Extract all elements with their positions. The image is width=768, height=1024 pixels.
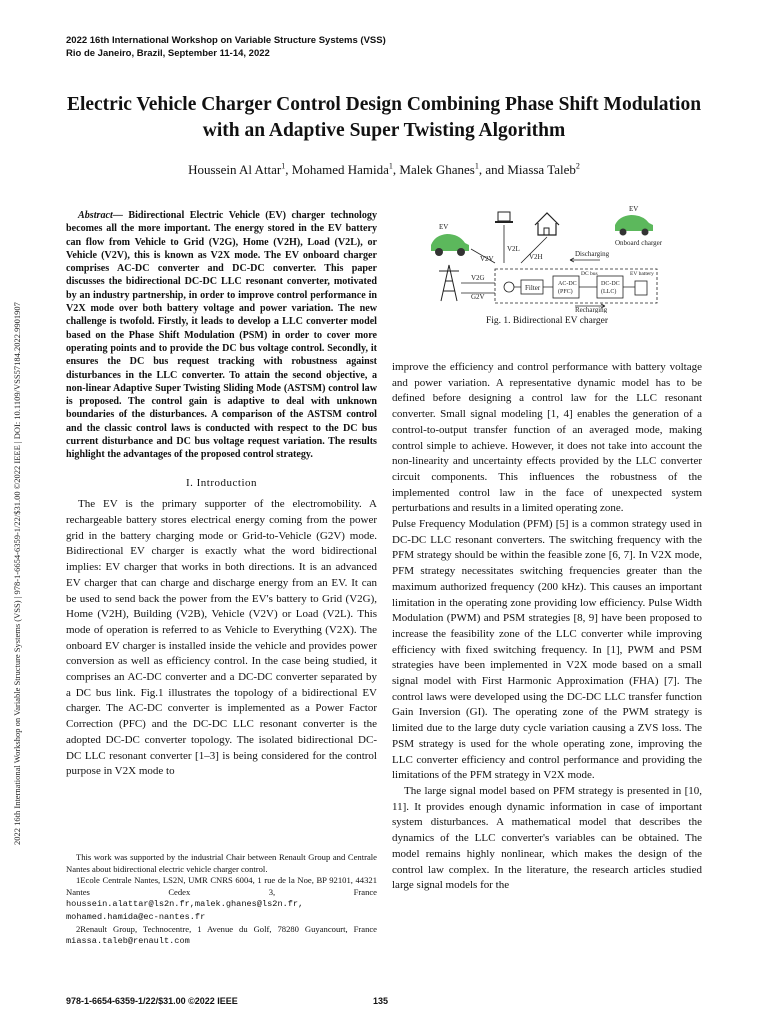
label-v2v: V2V	[480, 255, 494, 263]
figure-caption: Fig. 1. Bidirectional EV charger	[485, 316, 609, 326]
intro-paragraph: The EV is the primary supporter of the electromobility. A rechargeable battery stores electrical energy coming from the power grid in the battery charging mode or Grid-to-Vehicle (G2V) mode. Bidirectional EV charger is exactly what the word bidirectional implies: EV charger that works in both directions. It is an advanced EV charger that can charge and discharge energy from an EV. It can be used to send back the power from the EV's battery to Grid (V2G), Home (V2H), Building (V2B), Vehicle (V2V) or Load (V2L). This mode of operation is referred to as Vehicle to Everything (V2X). The onboard EV charger is installed inside the vehicle and provides power conversion as well as efficiency control. In the case being studied, it comprises an AC-DC converter and a DC-DC converter separated by a DC bus link. Fig.1 illustrates the topology of a bidirectional EV charger. The AC-DC converter is implemented as a Power Factor Correction (PFC) and the DC-DC LLC resonant converter is the adopted DC-DC converter topology. The isolated bidirectional DC-DC LLC resonant converter [1–3] is being considered for the control purpose in V2X mode to	[66, 498, 377, 778]
page-number: 135	[373, 996, 389, 1006]
right-paragraph-3: The large signal model based on PFM strategy is presented in [10, 11]. It provides enough dynamic information in case of important system disturbances. A mathematical model that describes the dynamics of the LLC converter's variables can be obtained. The model remains highly nonlinear, which makes the design of the control law complex. In the literature, the research articles studied large signal models for the	[392, 784, 702, 892]
label-llc: (LLC)	[601, 289, 617, 295]
author-list	[60, 162, 708, 178]
right-column	[392, 360, 702, 894]
label-recharging: Recharging	[575, 306, 608, 313]
label-v2h: V2H	[529, 253, 543, 261]
footnote-support: This work was supported by the industrial Chair between Renault Group and Centrale Nantes about bidirectional electric vehicle charger control.	[66, 852, 377, 874]
right-paragraph-1: improve the efficiency and control performance with battery voltage and power variation. A representative dynamic model has to be defined before designing a control law for the LLC resonant converter. Small signal modeling [1, 4] enables the generation of a control-to-output transfer function of an averaged mode, making control simple to achieve. However, it does not take into account the non-linearity and uncertainty effects provided by the LLC converter circuit components. This influences the robustness of the implemented control law in the face of unexpected system perturbations and results in a limited operating zone.	[392, 361, 702, 515]
battery-icon	[635, 281, 647, 295]
label-pfc: (PFC)	[558, 289, 573, 295]
label-acdc: AC-DC	[558, 281, 577, 287]
section-heading-introduction: I. Introduction	[185, 476, 258, 489]
label-ev-left: EV	[439, 223, 449, 231]
label-discharging: Discharging	[575, 250, 610, 258]
figure-ev-charger	[425, 203, 670, 313]
header-line-1: 2022 16th International Workshop on Variable Structure Systems (VSS)	[66, 35, 386, 46]
paper-title: Electric Vehicle Charger Control Design Combining Phase Shift Modulation with an Adaptive Super Twisting Algorithm	[66, 94, 702, 141]
label-dc-bus: DC bus	[581, 271, 598, 277]
label-ev-right: EV	[629, 205, 639, 213]
author: Miassa Taleb$^2$	[507, 162, 580, 178]
label-onboard-charger: Onboard charger	[615, 239, 663, 247]
abstract	[66, 209, 377, 462]
label-v2l: V2L	[507, 245, 520, 253]
left-column	[66, 209, 377, 780]
conference-header	[66, 34, 386, 60]
footnote-affiliation-1: 1Ecole Centrale Nantes, LS2N, UMR CNRS 6004, 1 rue de la Noe, BP 92101, 44321 Nantes Cedex 3, France houssein.alattar@ls2n.fr,malek.ghanes@ls2n.fr, mohamed.hamida@ec-nantes.fr	[66, 875, 377, 922]
abstract-label: Abstract	[78, 210, 113, 221]
abstract-text: — Bidirectional Electric Vehicle (EV) charger technology becomes all the more important. The energy stored in the EV battery can flow from Vehicle to Grid (V2G), Home (V2H), Load (V2L), or Vehicle (V2V), this is known as V2X mode. The EV onboard charger comprises AC-DC converter and DC-DC converter. This paper discusses the bidirectional DC-DC LLC resonant converter, motivated by an industry partnership, in order to improve control performance in V2X mode over both battery voltage and power variation. The new challenge is twofold. Firstly, it leads to develop a LLC converter model based on the Phase Shift Modulation (PSM) in order to cover more operating points and to provide the DC bus voltage control. Secondly, it ensures the DC bus request tracking with robustness against disturbances in the LLC converter. To attain the second objective, a non-linear Adaptive Super Twisting Sliding Mode (ASTSM) control law is proposed. The control gain is adaptive to deal with unknown boundaries of the disturbances. A comparison of the ASTSM control and the classic control laws is conducted with respect to the DC bus current disturbance and DC bus voltage request variation. The results highlight the advantages of the proposed control strategy.	[66, 210, 377, 461]
footer-isbn: 978-1-6654-6359-1/22/$31.00 ©2022 IEEE	[66, 996, 238, 1006]
label-filter: Filter	[525, 284, 541, 292]
ev-car-right-icon	[615, 215, 653, 236]
ac-source-icon	[504, 282, 514, 292]
power-pylon-icon	[439, 265, 459, 301]
email-list-1: houssein.alattar@ls2n.fr,malek.ghanes@ls2n.fr, mohamed.hamida@ec-nantes.fr	[66, 899, 304, 922]
ev-car-left-icon	[431, 234, 469, 256]
footnotes	[66, 852, 377, 948]
right-paragraph-2: Pulse Frequency Modulation (PFM) [5] is a common strategy used in DC-DC LLC resonant converters. The switching frequency with the PFM strategy should be within the feasible zone [6, 7]. In V2X mode, PFM strategy necessitates switching frequencies greater than the maximum authorized frequency (200 kHz). This causes an important limitation in the operating zone providing low efficiency. Pulse Width Modulation (PWM) and PSM strategies [8, 9] have been proposed to increase the feasibility zone of the LLC converter while improving efficiency with fixed switching frequency. In [1], PWM and PSM strategies have been implemented in V2X mode based on a small signal model with First Harmonic Approximation (FHA) [7]. The control laws were developed using the DC-DC LLC transfer function Gain Inversion (GI). The operating zone of the PWM strategy is limited due to the large duty cycle variation causing a ZVS loss. The PSM strategy is used for the whole operating zone, improving the LLC converter efficiency and control performance and providing the limitations of the PFM strategy in V2X mode.	[392, 518, 702, 782]
side-doi-text: 2022 16th International Workshop on Variable Structure Systems (VSS) | 978-1-6654-6359-1/22/$31.00 ©2022 IEEE | DOI: 10.1109/VSS57184.2022.9901907	[12, 302, 22, 845]
author: Houssein Al Attar$^1$,	[188, 162, 292, 178]
header-line-2: Rio de Janeiro, Brazil, September 11-14, 2022	[66, 48, 270, 59]
label-dcdc: DC-DC	[601, 281, 620, 287]
laptop-icon	[495, 212, 513, 223]
footnote-affiliation-2: 2Renault Group, Technocentre, 1 Avenue du Golf, 78280 Guyancourt, France miassa.taleb@renault.com	[66, 923, 377, 947]
house-icon	[535, 213, 559, 235]
author: Mohamed Hamida$^1$,	[291, 162, 400, 178]
author: Malek Ghanes$^1$, and	[399, 162, 508, 178]
label-ev-battery: EV battery	[630, 271, 654, 277]
charger-diagram	[425, 203, 670, 313]
email-2: miassa.taleb@renault.com	[66, 936, 190, 947]
label-v2g: V2G	[471, 274, 485, 282]
label-g2v: G2V	[471, 293, 485, 301]
